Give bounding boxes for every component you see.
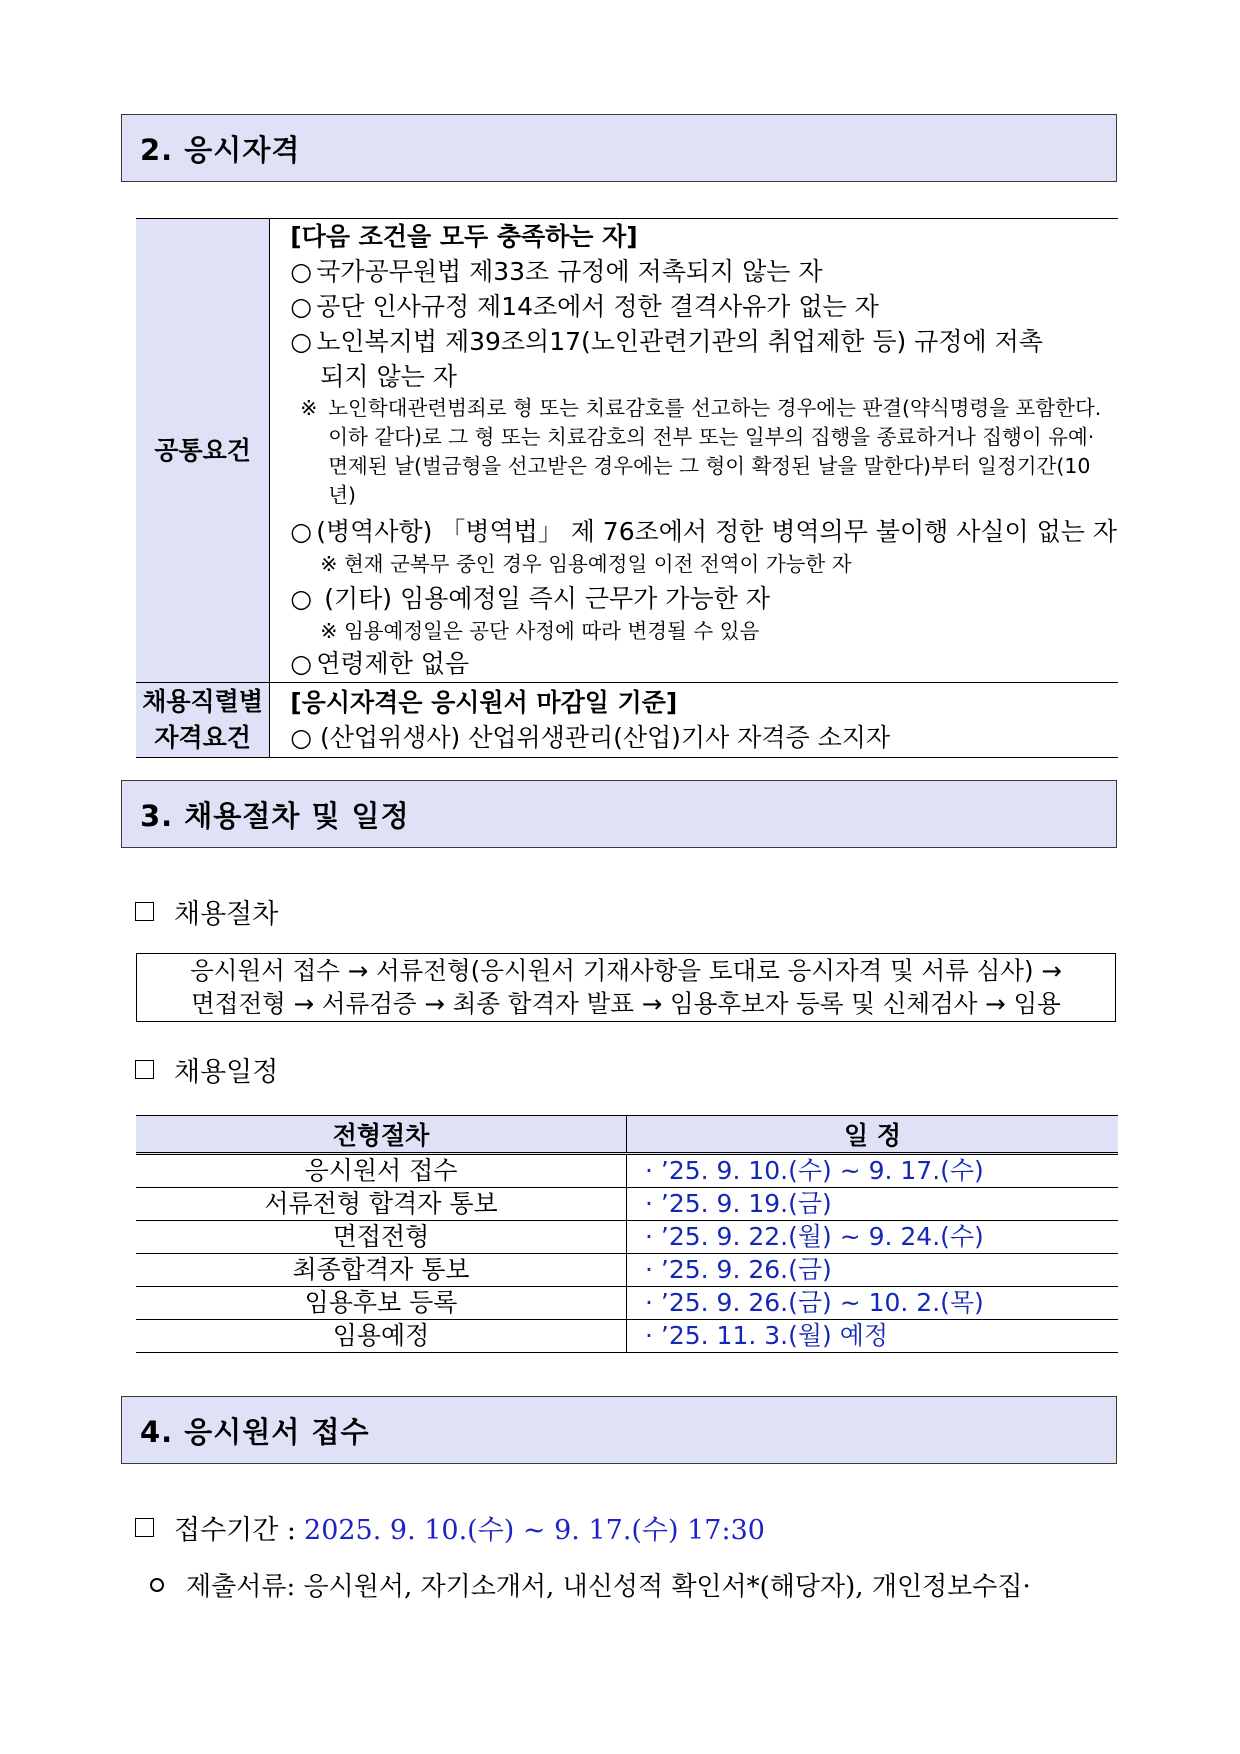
square-bullet-icon bbox=[135, 1518, 154, 1537]
common-item-military: ○ (병역사항) 「병역법」 제 76조에서 정한 병역의무 불이행 사실이 없는 자 bbox=[290, 514, 1117, 549]
section-2-title: 2. 응시자격 bbox=[140, 132, 301, 167]
schedule-header-date: 일 정 bbox=[627, 1116, 1119, 1154]
reference-mark-icon: ※ bbox=[300, 396, 318, 420]
job-requirements-row bbox=[136, 683, 1118, 758]
circle-marker-icon: ○ bbox=[290, 327, 313, 356]
table-row: 서류전형 합격자 통보 · ’25. 9. 19.(금) bbox=[136, 1188, 1118, 1221]
table-row: 면접전형 · ’25. 9. 22.(월) ~ 9. 24.(수) bbox=[136, 1221, 1118, 1254]
qualification-table bbox=[136, 218, 1118, 758]
period-value: 2025. 9. 10.(수) ~ 9. 17.(수) 17:30 bbox=[304, 1515, 765, 1546]
circle-marker-icon: ○ bbox=[290, 517, 313, 546]
period-label: 접수기간 : bbox=[174, 1515, 297, 1546]
section-3-title: 3. 채용절차 및 일정 bbox=[140, 798, 410, 833]
table-row: 응시원서 접수 · ’25. 9. 10.(수) ~ 9. 17.(수) bbox=[136, 1154, 1118, 1188]
common-item-3-continued: 되지 않는 자 bbox=[320, 362, 457, 391]
circle-marker-icon: ○ bbox=[290, 649, 313, 678]
section-3-header bbox=[121, 780, 1117, 848]
schedule-header-stage: 전형절차 bbox=[136, 1116, 627, 1154]
table-row: 임용후보 등록 · ’25. 9. 26.(금) ~ 10. 2.(목) bbox=[136, 1287, 1118, 1320]
circle-marker-icon: ○ bbox=[290, 292, 313, 321]
table-row: 임용예정 · ’25. 11. 3.(월) 예정 bbox=[136, 1320, 1118, 1353]
common-item-other: ○ (기타) 임용예정일 즉시 근무가 가능한 자 bbox=[290, 581, 1117, 616]
common-requirements-label: 공통요건 bbox=[136, 219, 270, 683]
common-requirements-row bbox=[136, 219, 1118, 683]
required-documents bbox=[150, 1566, 1031, 1603]
elder-abuse-note: ※ 노인학대관련범죄로 형 또는 치료감호를 선고하는 경우에는 판결(약식명령을 포함한다. 이하 같다)로 그 형 또는 치료감호의 전부 또는 일부의 집행을 종료하거나 집행이 유예·면제된 날(벌금형을 선고받은 경우에는 그 형이 확정된 날을 말한다)부터 일정기간(10년) bbox=[300, 396, 1102, 507]
other-note: ※ 임용예정일은 공단 사정에 따라 변경될 수 있음 bbox=[320, 619, 760, 643]
job-requirements-body bbox=[270, 683, 1118, 758]
application-period bbox=[135, 1508, 765, 1547]
circle-marker-icon: ○ bbox=[290, 257, 313, 286]
job-item: ○ (산업위생사) 산업위생관리(산업)기사 자격증 소지자 bbox=[290, 722, 891, 752]
common-heading: [다음 조건을 모두 충족하는 자] bbox=[290, 222, 638, 251]
job-requirements-label: 채용직렬별 자격요건 bbox=[136, 683, 270, 758]
job-heading: [응시자격은 응시원서 마감일 기준] bbox=[290, 687, 678, 717]
common-item-3: ○ 노인복지법 제39조의17(노인관련기관의 취업제한 등) 규정에 저촉 bbox=[290, 324, 1117, 359]
process-line-1: 응시원서 접수 → 서류전형(응시원서 기재사항을 토대로 응시자격 및 서류 심사) → bbox=[190, 956, 1062, 985]
section-4-title: 4. 응시원서 접수 bbox=[140, 1414, 370, 1449]
schedule-subtitle: 채용일정 bbox=[135, 1050, 278, 1089]
common-item-age: ○ 연령제한 없음 bbox=[290, 646, 1117, 681]
common-requirements-body bbox=[270, 219, 1118, 683]
common-item-2: ○ 공단 인사규정 제14조에서 정한 결격사유가 없는 자 bbox=[290, 289, 1117, 324]
circle-marker-icon: ○ bbox=[290, 584, 313, 613]
square-bullet-icon bbox=[135, 1060, 154, 1079]
square-bullet-icon bbox=[135, 902, 154, 921]
documents-text: 제출서류: 응시원서, 자기소개서, 내신성적 확인서*(해당자), 개인정보수집· bbox=[186, 1572, 1031, 1602]
process-box bbox=[136, 953, 1116, 1022]
schedule-header-row bbox=[136, 1116, 1118, 1154]
section-4-header bbox=[121, 1396, 1117, 1464]
military-note: ※ 현재 군복무 중인 경우 임용예정일 이전 전역이 가능한 자 bbox=[320, 552, 852, 576]
section-2-header bbox=[121, 114, 1117, 182]
process-line-2: 면접전형 → 서류검증 → 최종 합격자 발표 → 임용후보자 등록 및 신체검사 → 임용 bbox=[191, 989, 1061, 1018]
circle-bullet-icon bbox=[150, 1578, 164, 1592]
common-item-1: ○ 국가공무원법 제33조 규정에 저촉되지 않는 자 bbox=[290, 254, 1117, 289]
process-subtitle: 채용절차 bbox=[135, 892, 278, 931]
table-row: 최종합격자 통보 · ’25. 9. 26.(금) bbox=[136, 1254, 1118, 1287]
schedule-table bbox=[136, 1115, 1118, 1353]
